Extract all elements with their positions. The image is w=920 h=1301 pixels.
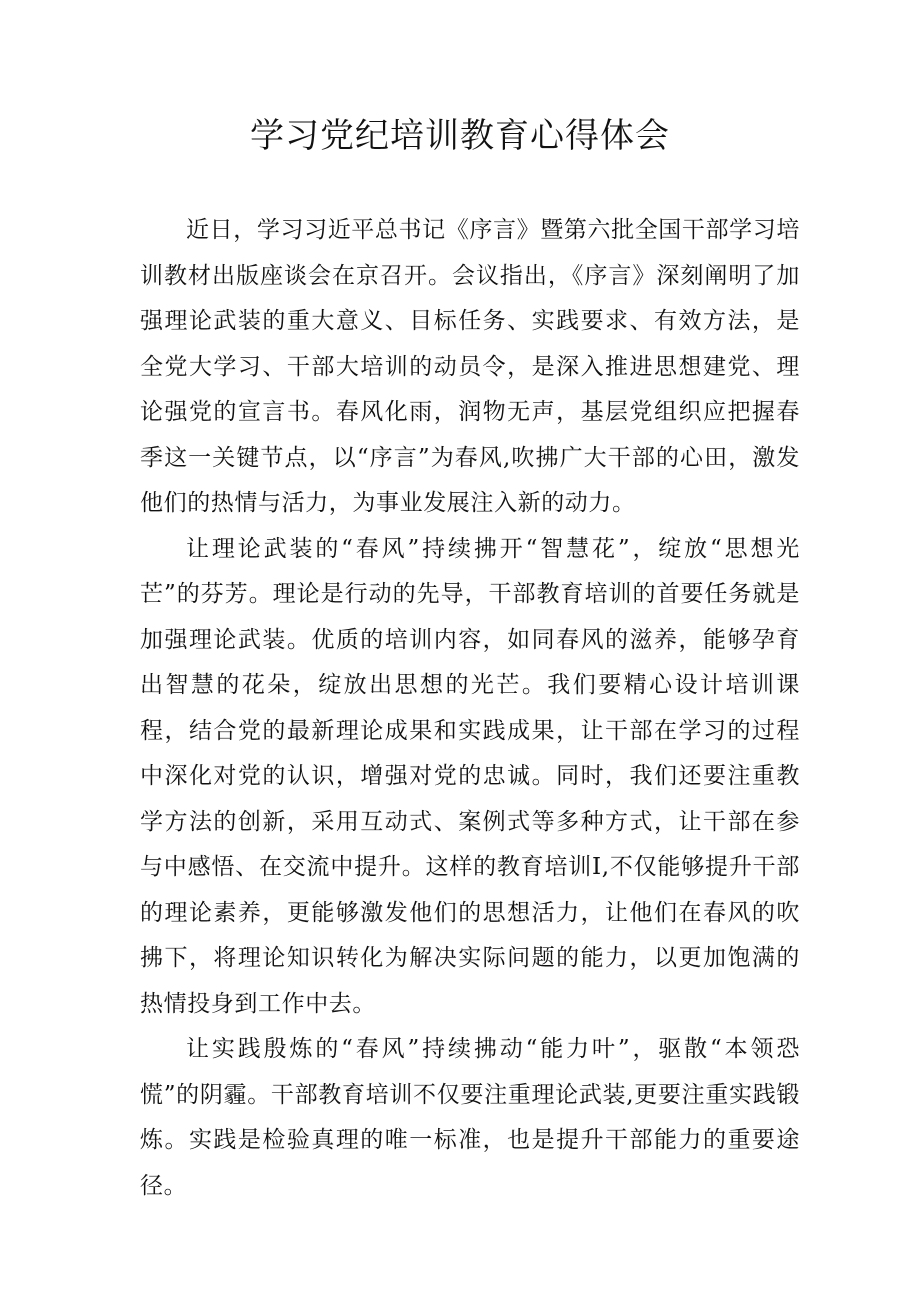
document-title: 学习党纪培训教育心得体会 — [250, 116, 670, 156]
paragraph-1: 近日，学习习近平总书记《序言》暨第六批全国干部学习培训教材出版座谈会在京召开。会议指出，《序言》深刻阐明了加强理论武装的重大意义、目标任务、实践要求、有效方法，是全党大学习、干部大培训的动员令，是深入推进思想建党、理论强党的宣言书。春风化雨，润物无声，基层党组织应把握春季这一关键节点，以“序言”为春风,吹拂广大干部的心田，激发他们的热情与活力，为事业发展注入新的动力。 — [140, 217, 800, 516]
paragraph-2: 让理论武装的“春风”持续拂开“智慧花”，绽放“思想光芒”的芬芳。理论是行动的先导，干部教育培训的首要任务就是加强理论武装。优质的培训内容，如同春风的滋养，能够孕育出智慧的花朵，绽放出思想的光芒。我们要精心设计培训课程，结合党的最新理论成果和实践成果，让干部在学习的过程中深化对党的认识，增强对党的忠诚。同时，我们还要注重教学方法的创新，采用互动式、案例式等多种方式，让干部在参与中感悟、在交流中提升。这样的教育培训I,不仅能够提升干部的理论素养，更能够激发他们的思想活力，让他们在春风的吹拂下，将理论知识转化为解决实际问题的能力，以更加饱满的热情投身到工作中去。 — [140, 535, 800, 1017]
paragraph-3: 让实践殷炼的“春风”持续拂动“能力叶”，驱散“本领恐慌”的阴霾。干部教育培训不仅要注重理论武装,更要注重实践锻炼。实践是检验真理的唯一标准，也是提升干部能力的重要途径。 — [140, 1036, 800, 1199]
document-body — [140, 208, 800, 1209]
